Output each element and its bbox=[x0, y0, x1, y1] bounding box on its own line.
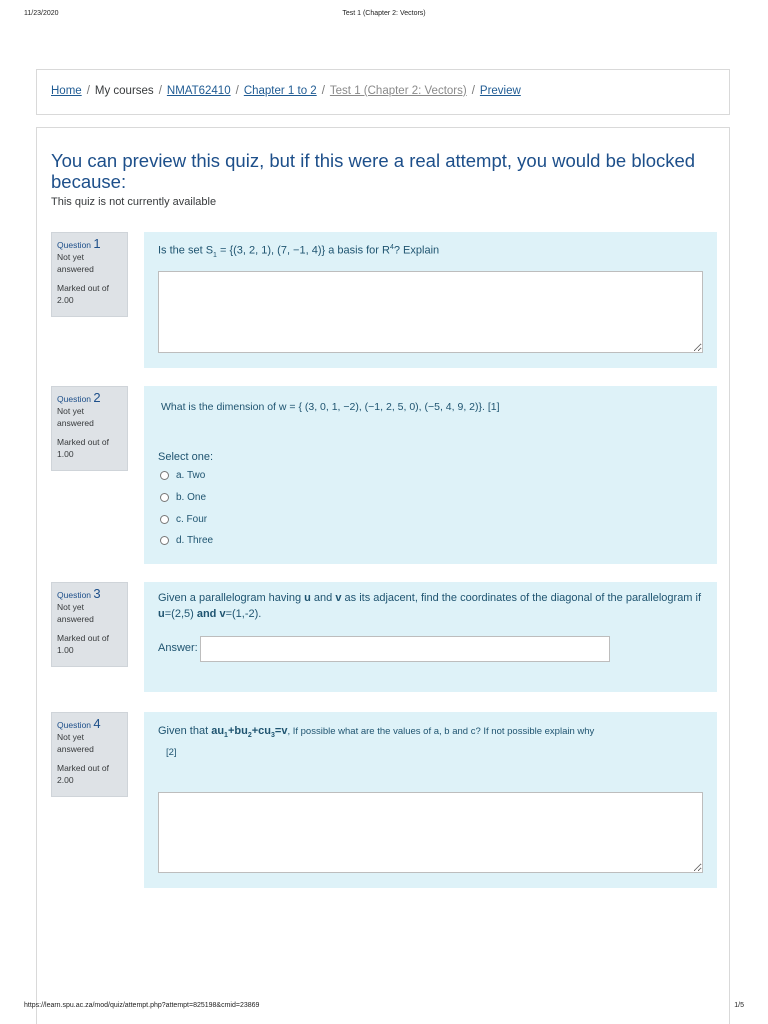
breadcrumb-separator: / bbox=[321, 85, 325, 97]
select-one-label: Select one: bbox=[158, 451, 214, 463]
question-marks: Marked out of 1.00 bbox=[57, 437, 109, 459]
question-number: Question 3 bbox=[57, 586, 101, 601]
breadcrumb-container bbox=[36, 69, 730, 115]
question-marks: Marked out of 1.00 bbox=[57, 633, 109, 655]
option-c-radio[interactable]: c. Four bbox=[160, 514, 207, 525]
breadcrumb-home-link[interactable]: Home bbox=[51, 85, 82, 97]
print-url: https://learn.spu.ac.za/mod/quiz/attempt.php?attempt=825198&cmid=23869 bbox=[24, 1002, 260, 1009]
radio-circle-icon bbox=[160, 536, 169, 545]
print-date: 11/23/2020 bbox=[24, 10, 59, 17]
breadcrumb-course-link[interactable]: NMAT62410 bbox=[166, 85, 231, 97]
breadcrumb-my-courses: My courses bbox=[94, 85, 154, 97]
question-state: Not yet answered bbox=[57, 406, 94, 428]
question-1-info bbox=[51, 232, 128, 317]
radio-circle-icon bbox=[160, 515, 169, 524]
option-d-radio[interactable]: d. Three bbox=[160, 535, 213, 546]
question-3-body bbox=[144, 582, 717, 692]
breadcrumb-separator: / bbox=[86, 85, 90, 97]
breadcrumb-quiz-link[interactable]: Test 1 (Chapter 2: Vectors) bbox=[329, 85, 467, 97]
print-title: Test 1 (Chapter 2: Vectors) bbox=[342, 10, 426, 17]
option-b-radio[interactable]: b. One bbox=[160, 492, 206, 503]
print-page-number: 1/5 bbox=[734, 1002, 744, 1009]
question-4-info bbox=[51, 712, 128, 797]
question-4-answer-textarea[interactable] bbox=[158, 792, 703, 873]
question-state: Not yet answered bbox=[57, 732, 94, 754]
question-3-answer-input[interactable] bbox=[200, 636, 610, 662]
question-3-info bbox=[51, 582, 128, 667]
notice-reason: This quiz is not currently available bbox=[51, 196, 217, 208]
notice-heading: You can preview this quiz, but if this were a real attempt, you would be blocked because: bbox=[51, 150, 696, 192]
breadcrumb-preview-link[interactable]: Preview bbox=[479, 85, 521, 97]
question-number: Question 1 bbox=[57, 236, 101, 251]
question-3-text: Given a parallelogram having u and v as its adjacent, find the coordinates of the diagonal of the parallelogram if u=(2,5) and v=(1,-2). bbox=[158, 592, 702, 620]
question-2-info bbox=[51, 386, 128, 471]
radio-circle-icon bbox=[160, 493, 169, 502]
breadcrumb-separator: / bbox=[235, 85, 239, 97]
question-number: Question 4 bbox=[57, 716, 101, 731]
breadcrumb-separator: / bbox=[158, 85, 162, 97]
question-number: Question 2 bbox=[57, 390, 101, 405]
question-1-answer-textarea[interactable] bbox=[158, 271, 703, 353]
question-1-body bbox=[144, 232, 717, 368]
question-state: Not yet answered bbox=[57, 602, 94, 624]
breadcrumb bbox=[51, 85, 521, 97]
breadcrumb-separator: / bbox=[471, 85, 475, 97]
question-4-body bbox=[144, 712, 717, 888]
question-state: Not yet answered bbox=[57, 252, 94, 274]
question-marks: Marked out of 2.00 bbox=[57, 283, 109, 305]
option-a-radio[interactable]: a. Two bbox=[160, 470, 205, 481]
question-marks: Marked out of 2.00 bbox=[57, 763, 109, 785]
question-2-text: What is the dimension of w = { (3, 0, 1, −2), (−1, 2, 5, 0), (−5, 4, 9, 2)}. [1] bbox=[161, 401, 500, 413]
question-1-text: Is the set $S_1 = \{(3$, 2, 1), (7, −1, 4)} a basis for $R^4$? Explain bbox=[158, 244, 440, 259]
breadcrumb-section-link[interactable]: Chapter 1 to 2 bbox=[243, 85, 317, 97]
answer-label: Answer: bbox=[158, 642, 198, 654]
radio-circle-icon bbox=[160, 471, 169, 480]
question-2-body bbox=[144, 386, 717, 564]
question-4-text: Given that $au_1+bu_2+cu_3=v$, If possible what are the values of a, b and c? If not possible explain why [2] bbox=[158, 725, 595, 759]
